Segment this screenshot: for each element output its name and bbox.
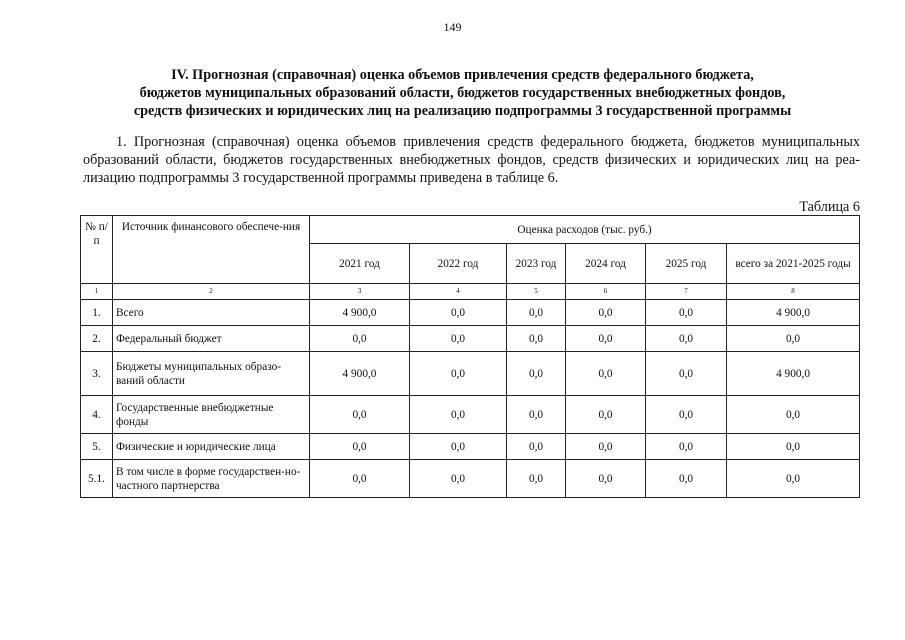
row-number: 1. [81,300,113,326]
row-source: Всего [113,300,310,326]
row-source: Государственные внебюджетные фонды [113,396,310,434]
row-number: 3. [81,352,113,396]
heading-line: средств физических и юридических лиц на реализацию подпрограммы 3 государственной программы [133,103,792,119]
header-year: 2023 год [507,244,566,284]
value-cell: 0,0 [566,326,646,352]
section-heading [60,66,865,120]
header-year: 2025 год [646,244,727,284]
value-cell: 0,0 [566,434,646,460]
value-cell: 0,0 [727,460,860,498]
row-source: В том числе в форме государствен-но-частного партнерства [113,460,310,498]
column-index: 4 [410,284,507,300]
column-index-row [81,284,860,300]
table-row [81,396,860,434]
value-cell: 0,0 [507,396,566,434]
table-row [81,434,860,460]
column-index: 5 [507,284,566,300]
value-cell: 0,0 [310,396,410,434]
intro-paragraph [83,133,860,187]
value-cell: 0,0 [410,326,507,352]
table-row [81,460,860,498]
value-cell: 0,0 [646,300,727,326]
value-cell: 0,0 [566,396,646,434]
value-cell: 0,0 [507,326,566,352]
column-index: 2 [113,284,310,300]
value-cell: 4 900,0 [727,300,860,326]
row-source: Бюджеты муниципальных образо-ваний области [113,352,310,396]
row-number: 5.1. [81,460,113,498]
value-cell: 4 900,0 [310,300,410,326]
value-cell: 0,0 [566,460,646,498]
value-cell: 0,0 [410,434,507,460]
value-cell: 0,0 [507,460,566,498]
value-cell: 0,0 [646,326,727,352]
value-cell: 0,0 [507,352,566,396]
column-index: 1 [81,284,113,300]
header-year: 2022 год [410,244,507,284]
table-row [81,300,860,326]
row-source: Федеральный бюджет [113,326,310,352]
column-index: 8 [727,284,860,300]
header-expense-estimate: Оценка расходов (тыс. руб.) [310,216,860,244]
row-number: 5. [81,434,113,460]
page-number: 149 [443,20,462,34]
paragraph-line: образований области, бюджетов государственных внебюджетных фондов, средств физических и юридических лиц на реа- [83,152,860,168]
value-cell: 0,0 [410,396,507,434]
value-cell: 0,0 [566,352,646,396]
column-index: 6 [566,284,646,300]
value-cell: 0,0 [410,300,507,326]
value-cell: 0,0 [507,434,566,460]
row-source: Физические и юридические лица [113,434,310,460]
value-cell: 0,0 [646,434,727,460]
table-caption: Таблица 6 [799,199,860,215]
heading-line: IV. Прогнозная (справочная) оценка объемов привлечения средств федерального бюджета, [171,67,754,83]
table-row [81,352,860,396]
value-cell: 0,0 [646,352,727,396]
paragraph-line: лизацию подпрограммы 3 государственной программы приведена в таблице 6. [83,170,559,186]
row-number: 2. [81,326,113,352]
value-cell: 0,0 [566,300,646,326]
value-cell: 4 900,0 [727,352,860,396]
value-cell: 0,0 [310,460,410,498]
heading-line: бюджетов муниципальных образований области, бюджетов государственных внебюджетных фондов, [139,85,786,101]
value-cell: 4 900,0 [310,352,410,396]
row-number: 4. [81,396,113,434]
value-cell: 0,0 [727,396,860,434]
column-index: 7 [646,284,727,300]
table-row [81,326,860,352]
value-cell: 0,0 [507,300,566,326]
header-source: Источник финансового обеспече-ния [113,216,310,284]
value-cell: 0,0 [410,352,507,396]
paragraph-line: 1. Прогнозная (справочная) оценка объемов привлечения средств федерального бюджета, бюджетов муниципальных [116,134,860,150]
header-year: 2021 год [310,244,410,284]
value-cell: 0,0 [646,460,727,498]
header-year: 2024 год [566,244,646,284]
financing-table [80,215,860,498]
value-cell: 0,0 [727,434,860,460]
value-cell: 0,0 [410,460,507,498]
value-cell: 0,0 [727,326,860,352]
value-cell: 0,0 [310,326,410,352]
column-index: 3 [310,284,410,300]
header-number: № п/п [81,216,113,284]
value-cell: 0,0 [310,434,410,460]
header-total: всего за 2021-2025 годы [727,244,860,284]
value-cell: 0,0 [646,396,727,434]
